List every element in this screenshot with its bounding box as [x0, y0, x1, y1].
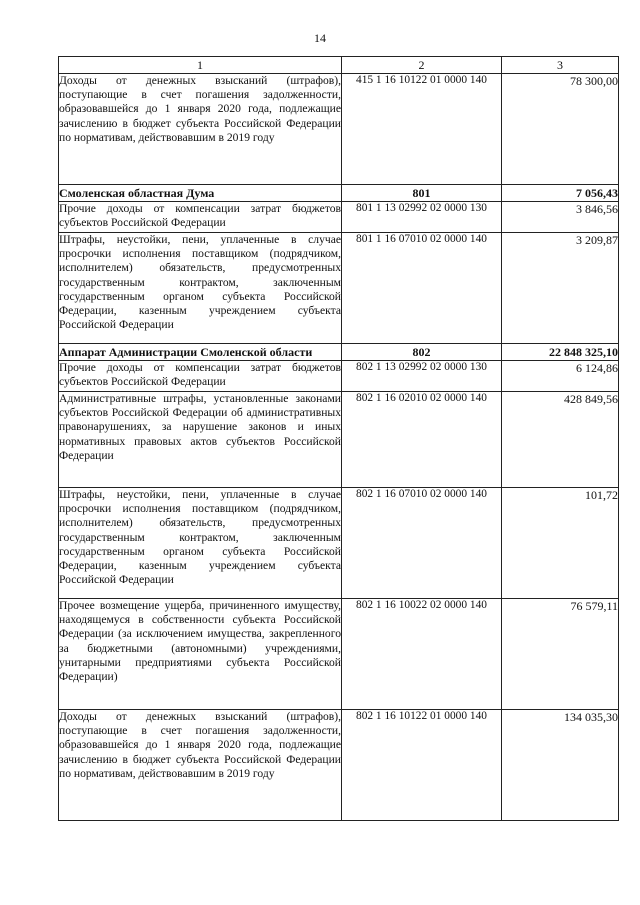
- column-header-3: 3: [502, 57, 619, 74]
- section-title: Аппарат Администрации Смоленской области: [59, 344, 342, 361]
- row-description-text: Доходы от денежных взысканий (штрафов), поступающие в счет погашения задолженности, образовавшейся до 1 января 2020 года, подлежащие зачислению в бюджет субъекта Российской Федерации по нормативам, действовавшим в 2019 году: [59, 74, 341, 144]
- row-description: [59, 361, 342, 392]
- row-amount: 78 300,00: [502, 74, 619, 185]
- row-code: 802 1 13 02992 02 0000 130: [342, 361, 502, 392]
- table-row: [59, 488, 619, 599]
- row-description: [59, 599, 342, 710]
- row-description: [59, 74, 342, 185]
- row-amount: 6 124,86: [502, 361, 619, 392]
- section-row: [59, 185, 619, 202]
- table-row: [59, 710, 619, 821]
- column-header-1: 1: [59, 57, 342, 74]
- table-header-row: [59, 57, 619, 74]
- row-description-text: Административные штрафы, установленные законами субъектов Российской Федерации об административных правонарушениях, за нарушение законов и иных нормативных правовых актов субъектов Российской Федерации: [59, 392, 341, 462]
- section-row: [59, 344, 619, 361]
- table-row: [59, 599, 619, 710]
- row-code: 415 1 16 10122 01 0000 140: [342, 74, 502, 185]
- row-description: [59, 710, 342, 821]
- section-title: Смоленская областная Дума: [59, 185, 342, 202]
- row-amount: 134 035,30: [502, 710, 619, 821]
- row-description-text: Прочие доходы от компенсации затрат бюджетов субъектов Российской Федерации: [59, 361, 341, 389]
- row-description: [59, 488, 342, 599]
- row-code: 801 1 13 02992 02 0000 130: [342, 202, 502, 233]
- row-description-text: Доходы от денежных взысканий (штрафов), поступающие в счет погашения задолженности, образовавшейся до 1 января 2020 года, подлежащие зачислению в бюджет субъекта Российской Федерации по нормативам, действовавшим в 2019 году: [59, 710, 341, 780]
- section-amount: 22 848 325,10: [502, 344, 619, 361]
- revenue-table: [58, 56, 619, 821]
- section-code: 802: [342, 344, 502, 361]
- row-amount: 101,72: [502, 488, 619, 599]
- row-code: 802 1 16 07010 02 0000 140: [342, 488, 502, 599]
- row-description: [59, 392, 342, 488]
- row-description-text: Прочие доходы от компенсации затрат бюджетов субъектов Российской Федерации: [59, 202, 341, 230]
- table-row: [59, 392, 619, 488]
- row-description-text: Штрафы, неустойки, пени, уплаченные в случае просрочки исполнения поставщиком (подрядчиком, исполнителем) обязательств, предусмотренных государственным контрактом, заключенным государственным органом субъекта Российской Федерации, казенным учреждением субъекта Российской Федерации: [59, 233, 341, 332]
- row-code: 801 1 16 07010 02 0000 140: [342, 233, 502, 344]
- table-row: [59, 74, 619, 185]
- page-number: 14: [314, 31, 326, 45]
- row-code: 802 1 16 02010 02 0000 140: [342, 392, 502, 488]
- row-code: 802 1 16 10022 02 0000 140: [342, 599, 502, 710]
- row-description-text: Штрафы, неустойки, пени, уплаченные в случае просрочки исполнения поставщиком (подрядчиком, исполнителем) обязательств, предусмотренных государственным контрактом, заключенным государственным органом субъекта Российской Федерации, казенным учреждением субъекта Российской Федерации: [59, 488, 341, 587]
- section-amount: 7 056,43: [502, 185, 619, 202]
- row-amount: 76 579,11: [502, 599, 619, 710]
- row-description-text: Прочее возмещение ущерба, причиненного имуществу, находящемуся в собственности субъекта Российской Федерации (за исключением имущества, закрепленного за бюджетными (автономными) учреждениями, унитарными предприятиями субъекта Российской Федерации): [59, 599, 341, 684]
- table-row: [59, 202, 619, 233]
- table-row: [59, 361, 619, 392]
- row-amount: 3 846,56: [502, 202, 619, 233]
- table-row: [59, 233, 619, 344]
- column-header-2: 2: [342, 57, 502, 74]
- row-description: [59, 202, 342, 233]
- row-amount: 3 209,87: [502, 233, 619, 344]
- section-code: 801: [342, 185, 502, 202]
- row-code: 802 1 16 10122 01 0000 140: [342, 710, 502, 821]
- row-amount: 428 849,56: [502, 392, 619, 488]
- row-description: [59, 233, 342, 344]
